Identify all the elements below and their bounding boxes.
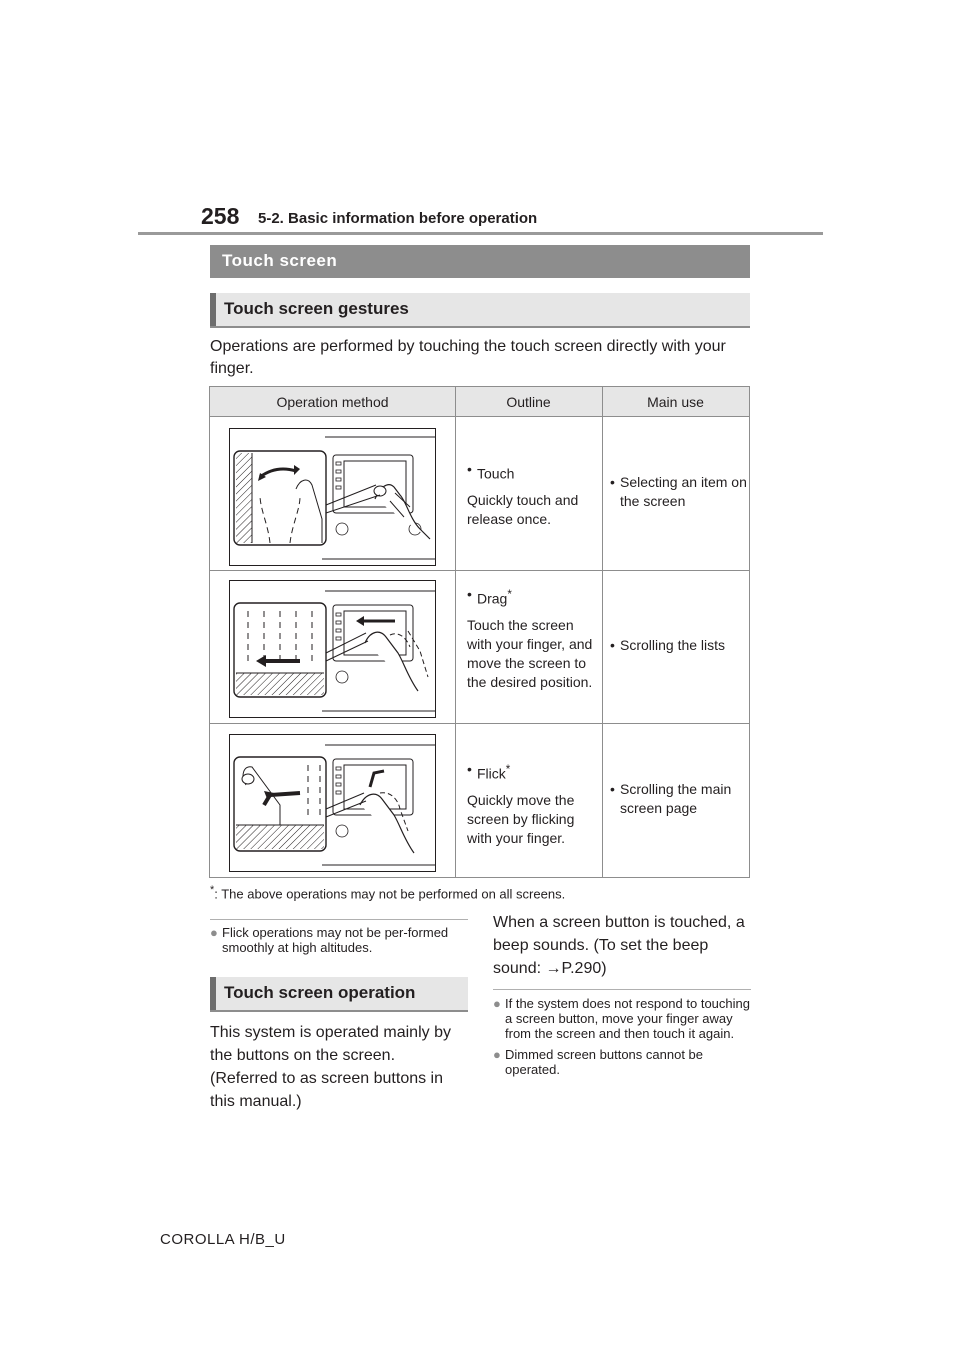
table-footnote [210, 884, 565, 901]
footer-model-code: COROLLA H/B_U [160, 1231, 286, 1248]
main-use-cell-drag [610, 636, 748, 655]
note-item [493, 1047, 751, 1077]
footnote-text: : The above operations may not be performed on all screens. [214, 886, 566, 902]
main-heading: Touch screen [222, 251, 338, 270]
note-divider [210, 919, 468, 920]
main-use-cell-touch [610, 473, 748, 511]
note-text: Dimmed screen buttons cannot be operated. [505, 1047, 703, 1077]
note-bullet-icon: ● [210, 925, 218, 940]
beep-body: When a screen button is touched, a beep sounds. (To set the beep sound: →P.290) [493, 914, 745, 977]
header-divider [138, 232, 823, 235]
heading-accent-bar [210, 977, 216, 1010]
footnote-mark: * [210, 884, 215, 896]
main-heading-banner [210, 245, 750, 278]
operation-body: This system is operated mainly by the buttons on the screen. (Referred to as screen buttons in this manual.) [210, 1024, 451, 1110]
note-bullet-icon: ● [493, 1047, 501, 1062]
note-item [493, 996, 751, 1041]
asterisk: * [507, 588, 512, 601]
page-number: 258 [201, 203, 240, 229]
asterisk: * [505, 763, 511, 776]
main-use-cell-flick [610, 780, 748, 818]
gesture-table [209, 386, 750, 878]
outline-cell-touch [467, 460, 597, 529]
main-use-text-flick: • Scrolling the main screen page [610, 780, 748, 818]
flick-gesture-illustration [229, 734, 436, 872]
gestures-heading-banner [210, 293, 750, 328]
heading-accent-bar [210, 293, 216, 326]
right-notes [493, 996, 751, 1077]
touch-gesture-illustration [229, 428, 436, 566]
section-title: 5-2. Basic information before operation [258, 210, 538, 227]
gesture-name-touch: Touch [477, 465, 515, 482]
main-use-text-touch: • Selecting an item on the screen [610, 473, 748, 511]
gesture-name-drag: Drag [477, 590, 508, 607]
outline-text-flick: Quickly move the screen by flicking with your finger. [467, 791, 575, 846]
outline-text-drag: Touch the screen with your finger, and move the screen to the desired position. [467, 616, 593, 690]
flick-altitude-note [210, 925, 472, 955]
outline-cell-flick [467, 760, 597, 848]
outline-cell-drag [467, 585, 597, 692]
column-divider [455, 387, 456, 877]
operation-heading-banner [210, 977, 468, 1012]
flick-altitude-note-text: Flick operations may not be per-formed smoothly at high altitudes. [222, 925, 449, 955]
note-text: If the system does not respond to touching a screen button, move your finger away from the screen and then touch it again. [505, 996, 750, 1041]
column-divider [602, 387, 603, 877]
operation-heading: Touch screen operation [224, 983, 416, 1002]
gestures-intro: Operations are performed by touching the touch screen directly with your finger. [210, 338, 726, 377]
note-bullet-icon: ● [493, 996, 501, 1011]
outline-text-touch: Quickly touch and release once. [467, 491, 579, 527]
note-divider [493, 989, 751, 990]
column-header-main-use: Main use [602, 387, 749, 417]
gestures-heading: Touch screen gestures [224, 299, 409, 318]
row-divider [210, 723, 749, 724]
column-header-outline: Outline [455, 387, 602, 417]
main-use-text-drag: • Scrolling the lists [610, 636, 748, 655]
gesture-name-flick: Flick [477, 765, 506, 782]
drag-gesture-illustration [229, 580, 436, 718]
column-header-operation-method: Operation method [210, 387, 455, 417]
row-divider [210, 570, 749, 571]
